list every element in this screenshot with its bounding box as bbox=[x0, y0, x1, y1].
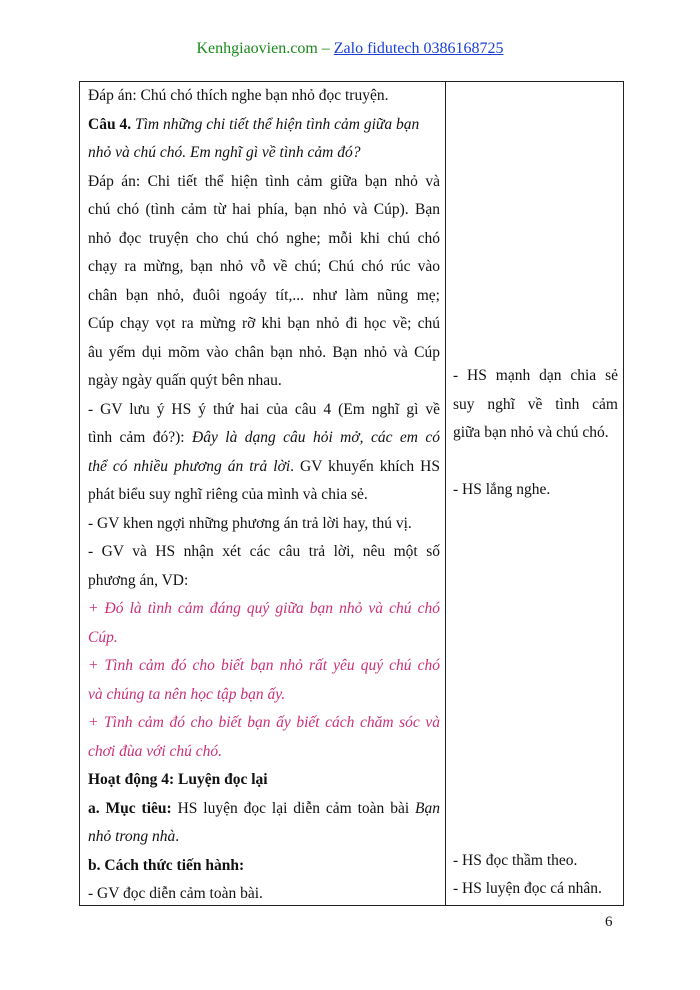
zalo-link[interactable]: Zalo fidutech 0386168725 bbox=[333, 40, 504, 57]
text-line: Đáp án: Chi tiết thể hiện tình cảm giữa bạn nhỏ và bbox=[88, 172, 440, 190]
text-line: - HS luyện đọc cá nhân. bbox=[453, 880, 602, 897]
objective-line bbox=[88, 823, 440, 852]
objective-line bbox=[88, 795, 440, 824]
text-line: - HS mạnh dạn chia sẻ bbox=[453, 367, 618, 384]
page-header bbox=[0, 40, 700, 58]
question-line bbox=[88, 111, 440, 140]
text-line bbox=[88, 453, 440, 482]
text-line: chú chó (tình cảm từ hai phía, bạn nhỏ và Cúp). Bạn bbox=[88, 201, 440, 218]
blank-line bbox=[453, 533, 618, 562]
text-segment: HS luyện đọc lại diễn cảm toàn bài bbox=[171, 799, 416, 817]
blank-line bbox=[453, 590, 618, 619]
lesson-title: Bạn bbox=[415, 799, 440, 817]
blank-line bbox=[453, 733, 618, 762]
example-line: và chúng ta nên học tập bạn ấy. bbox=[88, 685, 286, 703]
question-text: Tìm những chi tiết thể hiện tình cảm giữa bạn bbox=[131, 115, 420, 133]
blank-line bbox=[453, 704, 618, 733]
text-line: Đáp án: Chú chó thích nghe bạn nhỏ đọc truyện. bbox=[88, 87, 389, 104]
text-line: - GV đọc diễn cảm toàn bài. bbox=[88, 885, 263, 902]
text-line: âu yếm dụi mõm vào chân bạn nhỏ. Bạn nhỏ và Cúp bbox=[88, 343, 440, 361]
text-line: chân bạn nhỏ, đuôi ngoáy tít,... như làm nũng mẹ; bbox=[88, 286, 440, 304]
text-line: - GV khen ngợi những phương án trả lời hay, thú vị. bbox=[88, 514, 412, 532]
objective-label: a. Mục tiêu: bbox=[88, 799, 172, 817]
blank-line bbox=[453, 505, 618, 534]
text-line: nhỏ đọc truyện cho chú chó nghe; mỗi khi chú chó bbox=[88, 229, 440, 247]
text-line: Cúp chạy vọt ra mừng rỡ khi bạn nhỏ đi học về; chú bbox=[88, 315, 440, 332]
text-segment: . bbox=[175, 828, 180, 845]
example-line: chơi đùa với chú chó. bbox=[88, 742, 223, 760]
blank-line bbox=[453, 448, 618, 477]
text-line: phương án, VD: bbox=[88, 571, 189, 589]
example-line: Cúp. bbox=[88, 628, 118, 646]
italic-segment: Đây là dạng câu hỏi mở, các em có bbox=[192, 429, 440, 446]
header-separator: – bbox=[317, 40, 334, 57]
blank-line bbox=[453, 790, 618, 819]
text-line: - HS lắng nghe. bbox=[453, 481, 551, 498]
activity-heading: Hoạt động 4: Luyện đọc lại bbox=[88, 771, 268, 788]
text-line: - GV và HS nhận xét các câu trả lời, nêu một số bbox=[88, 543, 440, 560]
example-line: + Tình cảm đó cho biết bạn nhỏ rất yêu quý chú chó bbox=[88, 657, 440, 674]
text-line: giữa bạn nhỏ và chú chó. bbox=[453, 424, 609, 441]
question-label: Câu 4. bbox=[88, 115, 132, 133]
text-line bbox=[88, 424, 440, 453]
text-line: chạy ra mừng, bạn nhỏ vỗ về chú; Chú chó rúc vào bbox=[88, 258, 440, 275]
example-line: + Đó là tình cảm đáng quý giữa bạn nhỏ và chú chó bbox=[88, 600, 440, 617]
blank-line bbox=[453, 818, 618, 847]
blank-line bbox=[453, 562, 618, 591]
blank-line bbox=[453, 647, 618, 676]
text-line: phát biểu suy nghĩ riêng của mình và chia sẻ. bbox=[88, 486, 368, 503]
italic-segment: thể có nhiều phương án trả lời bbox=[88, 457, 291, 475]
text-segment: . GV khuyến khích HS bbox=[290, 457, 440, 475]
question-line: nhỏ và chú chó. Em nghĩ gì về tình cảm đó? bbox=[88, 144, 361, 161]
teacher-activities-column bbox=[88, 82, 440, 909]
student-activities-column bbox=[453, 362, 618, 904]
example-line: + Tình cảm đó cho biết bạn ấy biết cách chăm sóc và bbox=[88, 714, 440, 731]
blank-line bbox=[453, 676, 618, 705]
lesson-title: nhỏ trong nhà bbox=[88, 828, 176, 845]
text-line: suy nghĩ về tình cảm bbox=[453, 395, 618, 413]
text-segment: tình cảm đó?): bbox=[88, 429, 193, 446]
blank-line bbox=[453, 619, 618, 648]
site-link[interactable]: Kenhgiaovien.com bbox=[196, 40, 318, 57]
procedure-heading: b. Cách thức tiến hành: bbox=[88, 856, 245, 874]
lesson-table bbox=[79, 81, 624, 906]
text-line: - HS đọc thầm theo. bbox=[453, 851, 578, 869]
page-number: 6 bbox=[605, 914, 613, 930]
text-line: - GV lưu ý HS ý thứ hai của câu 4 (Em nghĩ gì về bbox=[88, 400, 440, 418]
column-divider bbox=[445, 82, 446, 905]
blank-line bbox=[453, 761, 618, 790]
text-line: ngày ngày quấn quýt bên nhau. bbox=[88, 372, 282, 389]
